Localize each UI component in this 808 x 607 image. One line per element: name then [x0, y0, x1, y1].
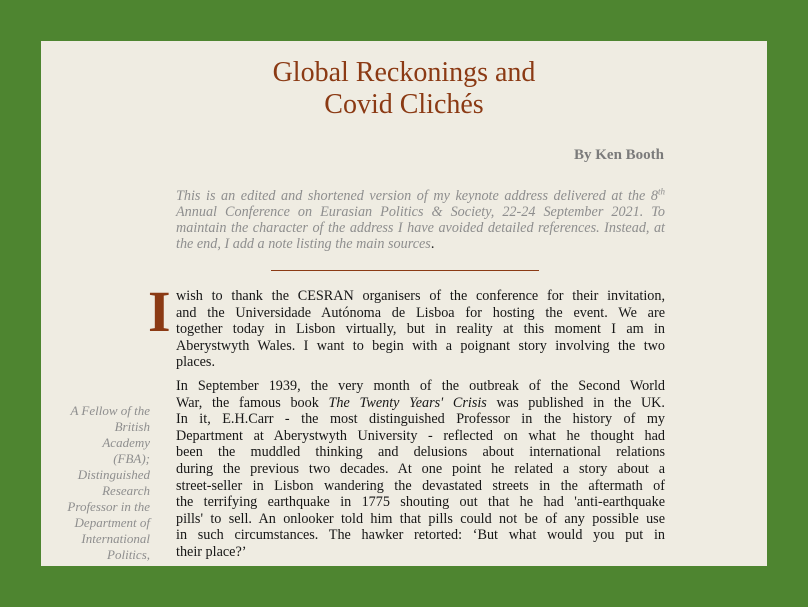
- paragraph-1-line: Aberystwyth Wales. I want to begin with a poignant story involving the two: [176, 337, 665, 354]
- intro-superscript: th: [657, 186, 665, 197]
- paragraph-2-line: in such circumstances. The hawker retorted: ‘But what would you put in: [176, 527, 665, 544]
- sidenote-line: Research: [102, 483, 150, 498]
- paragraph-2-line: pills' to sell. An onlooker told him that pills could not be of any possible use: [176, 510, 665, 527]
- sidenote-line: British: [114, 419, 150, 434]
- paragraph-2-line: [176, 395, 665, 412]
- section-divider: [271, 270, 539, 271]
- paragraph-1-line: and the Universidade Autónoma de Lisboa for hosting the event. We are: [176, 304, 665, 321]
- paragraph-1-line: wish to thank the CESRAN organisers of the conference for their invitation,: [176, 288, 665, 304]
- paragraph-1-line: places.: [176, 354, 215, 371]
- paragraph-2-line: Department at Aberystwyth University - reflected on what he thought had: [176, 427, 665, 444]
- title-line-2: Covid Clichés: [324, 89, 484, 120]
- sidenote-line: Department of: [74, 515, 150, 530]
- drop-cap: I: [148, 279, 171, 344]
- title-line-1: Global Reckonings and: [272, 57, 536, 88]
- article-title: [41, 57, 767, 121]
- document-page: [41, 41, 767, 566]
- intro-period: .: [430, 236, 435, 252]
- sidenote-line: Distinguished: [77, 467, 150, 482]
- sidenote-line: (FBA);: [113, 451, 150, 466]
- author-sidenote: [51, 403, 150, 563]
- sidenote-line: A Fellow of the: [70, 403, 150, 418]
- paragraph-2-line: In September 1939, the very month of the outbreak of the Second World: [176, 378, 665, 394]
- book-title: The Twenty Years' Crisis: [328, 394, 487, 411]
- paragraph-1: [176, 288, 665, 371]
- paragraph-2-line: during the previous two decades. At one point he related a story about a: [176, 460, 665, 477]
- sidenote-line: Professor in the: [67, 499, 150, 514]
- paragraph-2-line: In it, E.H.Carr - the most distinguished Professor in the history of my: [176, 411, 665, 428]
- paragraph-2-text: War, the famous book: [176, 394, 329, 411]
- intro-text-2: Annual Conference on Eurasian Politics & Society, 22-24 September 2021. To maintain the character of the address I have avoided detailed references. Instead, at the end, I add a note listing the main sources: [176, 204, 665, 252]
- sidenote-line: Academy: [102, 435, 150, 450]
- intro-note: [176, 188, 665, 252]
- intro-text-1: This is an edited and shortened version of my keynote address delivered at the 8: [176, 188, 658, 204]
- sidenote-line: International: [81, 531, 150, 546]
- paragraph-2-line: street-seller in Lisbon wandering the devastated streets in the aftermath of: [176, 477, 665, 494]
- paragraph-2-text: was published in the UK.: [486, 394, 665, 411]
- paragraph-2-line: the terrifying earthquake in 1775 shouting out that he had 'anti-earthquake: [176, 494, 665, 511]
- paragraph-1-line: together today in Lisbon virtually, but in reality at this moment I am in: [176, 321, 665, 338]
- author-byline: By Ken Booth: [573, 147, 664, 163]
- sidenote-line: Politics,: [107, 547, 150, 562]
- paragraph-2: [176, 378, 665, 561]
- paragraph-2-line: their place?’: [176, 543, 247, 560]
- paragraph-2-line: been the muddled thinking and delusions about international relations: [176, 444, 665, 461]
